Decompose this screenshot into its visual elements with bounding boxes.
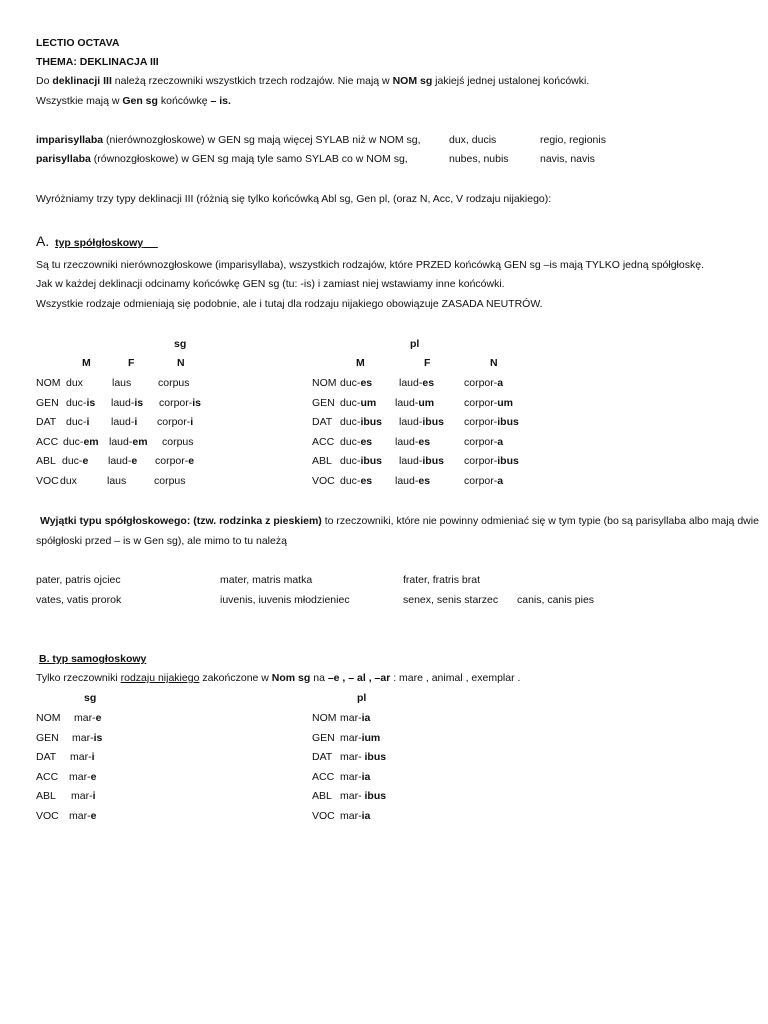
pl-form-acc-n: corpor-a	[464, 436, 504, 448]
pl-case-label-abl: ABL	[312, 455, 332, 467]
sg-form-acc-n: corpus	[162, 436, 194, 448]
exception-iuvenis: iuvenis, iuvenis młodzieniec	[220, 594, 350, 606]
pl-case-label-nom: NOM	[312, 377, 337, 389]
sg-form-gen-m: duc-is	[66, 397, 96, 409]
parisyllaba-definition: parisyllaba (równozgłoskowe) w GEN sg mają tyle samo SYLAB co w NOM sg,	[36, 153, 408, 165]
intro-paragraph-2: Wszystkie mają w Gen sg końcówkę – is.	[36, 95, 231, 107]
sg-form-voc-f: laus	[107, 475, 127, 487]
b-pl-form-abl: mar- ibus	[340, 790, 387, 802]
pl-form-nom-m: duc-es	[340, 377, 373, 389]
b-case-label-nom: NOM	[36, 712, 61, 724]
sg-form-dat-n: corpor-i	[157, 416, 194, 428]
b-case-label-voc: VOC	[36, 810, 59, 822]
intro-paragraph-1: Do deklinacji III należą rzeczowniki wszystkich trzech rodzajów. Nie mają w NOM sg jakiejś jednej ustalonej końcówki.	[36, 75, 590, 87]
section-b-singular-label: sg	[84, 692, 97, 704]
section-a-heading: A. typ spółgłoskowy	[36, 233, 144, 249]
b-pl-case-label-abl: ABL	[312, 790, 332, 802]
case-label-voc: VOC	[36, 475, 59, 487]
sg-form-voc-n: corpus	[154, 475, 186, 487]
sg-form-gen-n: corpor-is	[159, 397, 202, 409]
sg-form-nom-n: corpus	[158, 377, 190, 389]
singular-label: sg	[174, 338, 187, 350]
b-pl-case-label-dat: DAT	[312, 751, 333, 763]
pl-form-acc-f: laud-es	[395, 436, 431, 448]
b-pl-form-gen: mar-ium	[340, 732, 381, 744]
case-label-gen: GEN	[36, 397, 59, 409]
section-a-paragraph-2: Jak w każdej deklinacji odcinamy końcówkę GEN sg (tu: -is) i zamiast niej wstawiamy inne końcówki.	[36, 278, 505, 290]
sg-form-voc-m: dux	[60, 475, 77, 487]
section-a-paragraph-3: Wszystkie rodzaje odmieniają się podobnie, ale i tutaj dla rodzaju nijakiego obowiązuje ZASADA NEUTRÓW.	[36, 298, 543, 310]
b-sg-form-abl: mar-i	[71, 790, 96, 802]
b-sg-form-gen: mar-is	[72, 732, 103, 744]
exception-pater: pater, patris ojciec	[36, 574, 121, 586]
pl-case-label-dat: DAT	[312, 416, 333, 428]
pl-gender-m: M	[356, 357, 365, 369]
b-pl-form-voc: mar-ia	[340, 810, 371, 822]
pl-form-voc-m: duc-es	[340, 475, 373, 487]
exception-mater: mater, matris matka	[220, 574, 313, 586]
pl-form-dat-n: corpor-ibus	[464, 416, 519, 428]
pl-form-abl-n: corpor-ibus	[464, 455, 519, 467]
section-b-plural-label: pl	[357, 692, 367, 704]
b-case-label-dat: DAT	[36, 751, 57, 763]
exceptions-intro-continued: spółgłoski przed – is w Gen sg), ale mimo to tu należą	[36, 535, 287, 547]
exception-senex: senex, senis starzec	[403, 594, 499, 606]
sg-form-abl-m: duc-e	[62, 455, 89, 467]
pl-form-abl-f: laud-ibus	[399, 455, 444, 467]
pl-form-dat-m: duc-ibus	[340, 416, 383, 428]
pl-form-voc-n: corpor-a	[464, 475, 504, 487]
case-label-acc: ACC	[36, 436, 59, 448]
pl-case-label-gen: GEN	[312, 397, 335, 409]
b-pl-case-label-gen: GEN	[312, 732, 335, 744]
pl-form-gen-n: corpor-um	[464, 397, 514, 409]
sg-gender-m: M	[82, 357, 91, 369]
sg-form-nom-m: dux	[66, 377, 83, 389]
imparisyllaba-definition: imparisyllaba (nierównozgłoskowe) w GEN sg mają więcej SYLAB niż w NOM sg,	[36, 134, 421, 146]
pl-gender-f: F	[424, 357, 431, 369]
b-sg-form-dat: mar-i	[70, 751, 95, 763]
section-a-paragraph-1: Są tu rzeczowniki nierównozgłoskowe (imparisyllaba), wszystkich rodzajów, które PRZED końcówką GEN sg –is mają TYLKO jedną spółgłoskę.	[36, 259, 704, 271]
b-case-label-gen: GEN	[36, 732, 59, 744]
section-b-intro: Tylko rzeczowniki rodzaju nijakiego zakończone w Nom sg na –e , – al , –ar : mare , animal , exemplar .	[36, 672, 521, 684]
imparisyllaba-example-2: regio, regionis	[540, 134, 606, 146]
exception-canis: canis, canis pies	[517, 594, 595, 606]
pl-case-label-acc: ACC	[312, 436, 335, 448]
parisyllaba-example-2: navis, navis	[540, 153, 595, 165]
pl-form-abl-m: duc-ibus	[340, 455, 383, 467]
b-sg-form-nom: mar-e	[74, 712, 102, 724]
b-case-label-abl: ABL	[36, 790, 56, 802]
section-b-heading: B. typ samogłoskowy	[39, 653, 147, 665]
pl-form-nom-f: laud-es	[399, 377, 435, 389]
pl-gender-n: N	[490, 357, 498, 369]
b-case-label-acc: ACC	[36, 771, 59, 783]
pl-form-acc-m: duc-es	[340, 436, 373, 448]
case-label-nom: NOM	[36, 377, 61, 389]
b-pl-case-label-voc: VOC	[312, 810, 335, 822]
sg-form-abl-f: laud-e	[108, 455, 138, 467]
sg-form-dat-f: laud-i	[111, 416, 138, 428]
b-pl-case-label-nom: NOM	[312, 712, 337, 724]
pl-form-nom-n: corpor-a	[464, 377, 504, 389]
sg-form-acc-f: laud-em	[109, 436, 148, 448]
pl-case-label-voc: VOC	[312, 475, 335, 487]
b-sg-form-voc: mar-e	[69, 810, 97, 822]
b-sg-form-acc: mar-e	[69, 771, 97, 783]
lesson-theme: THEMA: DEKLINACJA III	[36, 56, 159, 68]
pl-form-dat-f: laud-ibus	[399, 416, 444, 428]
b-pl-form-dat: mar- ibus	[340, 751, 387, 763]
sg-form-acc-m: duc-em	[63, 436, 99, 448]
lesson-title: LECTIO OCTAVA	[36, 37, 120, 49]
exception-vates: vates, vatis prorok	[36, 594, 122, 606]
sg-gender-f: F	[128, 357, 135, 369]
sg-form-abl-n: corpor-e	[155, 455, 195, 467]
sg-gender-n: N	[177, 357, 185, 369]
b-pl-form-acc: mar-ia	[340, 771, 371, 783]
pl-form-gen-f: laud-um	[395, 397, 435, 409]
b-pl-case-label-acc: ACC	[312, 771, 335, 783]
b-pl-form-nom: mar-ia	[340, 712, 371, 724]
case-label-dat: DAT	[36, 416, 57, 428]
plural-label: pl	[410, 338, 420, 350]
exception-frater: frater, fratris brat	[403, 574, 481, 586]
case-label-abl: ABL	[36, 455, 56, 467]
pl-form-voc-f: laud-es	[395, 475, 431, 487]
imparisyllaba-example-1: dux, ducis	[449, 134, 497, 146]
pl-form-gen-m: duc-um	[340, 397, 377, 409]
parisyllaba-example-1: nubes, nubis	[449, 153, 509, 165]
sg-form-dat-m: duc-i	[66, 416, 90, 428]
sg-form-nom-f: laus	[112, 377, 132, 389]
exceptions-intro: Wyjątki typu spółgłoskowego: (tzw. rodzinka z pieskiem) to rzeczowniki, które nie powinny odmieniać się w tym typie (bo są parisyllaba albo mają dwie	[40, 515, 759, 527]
types-intro: Wyróżniamy trzy typy deklinacji III (różnią się tylko końcówką Abl sg, Gen pl, (oraz N, Acc, V rodzaju nijakiego):	[36, 193, 552, 205]
sg-form-gen-f: laud-is	[111, 397, 144, 409]
